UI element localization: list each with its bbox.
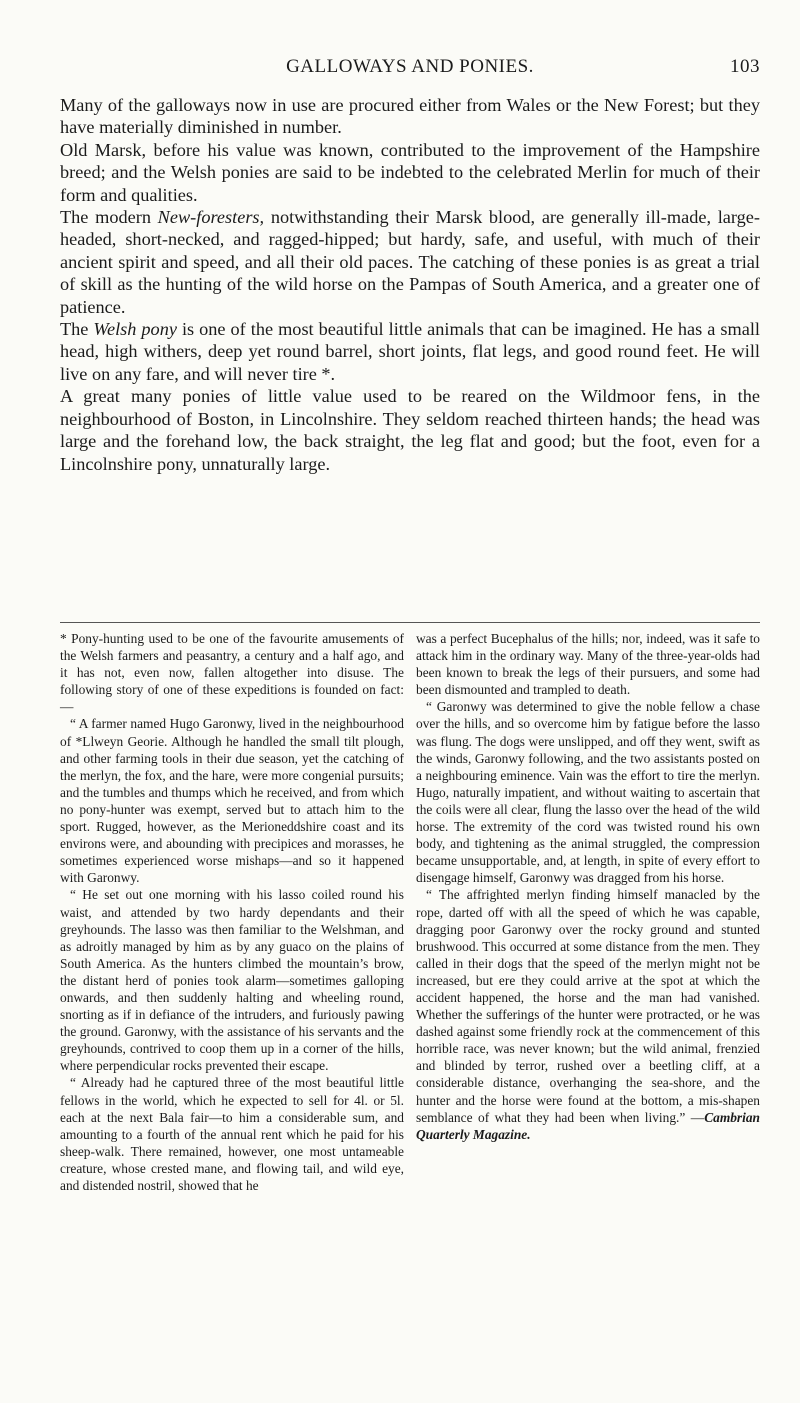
term-welsh-pony: Welsh pony <box>93 319 177 340</box>
footnote-paragraph: “ Already had he captured three of the most beautiful little fellows in the world, which he expected to sell for 4l. or 5l. each at the next Bala fair—to him a considerable sum, and amounting to a fourth of the annual rent which he paid for his sheep-walk. There remained, however, one most untameable creature, whose crested mane, and flowing tail, and wild eye, and distended nostril, showed that he <box>60 1075 404 1193</box>
paragraph-old-marsk: Old Marsk, before his value was known, contributed to the improvement of the Hampshire breed; and the Welsh ponies are said to be indebted to the celebrated Merlin for much of their form and qualities. <box>60 139 760 205</box>
footnote-citation: Cambrian Quarterly Magazine. <box>416 1109 760 1142</box>
main-text <box>60 94 760 475</box>
footnote-column-right <box>416 630 760 1143</box>
footnote-paragraph: “ He set out one morning with his lasso coiled round his waist, and attended by two hardy dependants and their greyhounds. The lasso was then familiar to the Welshman, and as adroitly managed by him as by any guaco on the plains of South America. As the hunters climbed the mountain’s brow, the distant herd of ponies took alarm—sometimes galloping onwards, and then suddenly halting and wheeling round, snorting as if in defiance of the intruders, and furiously pawing the ground. Garonwy, with the assistance of his servants and the greyhounds, contrived to coop them up in a corner of the hills, where perpendicular rocks prevented their escape. <box>60 887 404 1074</box>
term-new-foresters: New-foresters, <box>157 207 265 228</box>
footnote-column-left <box>60 630 404 1194</box>
footnote-divider <box>60 622 760 623</box>
footnote-block <box>60 630 760 1380</box>
page-title: GALLOWAYS AND PONIES. <box>286 56 534 77</box>
page-number: 103 <box>730 56 760 77</box>
footnote-paragraph: “ Garonwy was determined to give the noble fellow a chase over the hills, and so overcome him by fatigue before the lasso was flung. The dogs were unslipped, and off they went, swift as the winds, Garonwy following, and the two assistants posted on a neighbouring eminence. Vain was the effort to tire the merlyn. Hugo, naturally impatient, and without waiting to ascertain that the coils were all clear, flung the lasso over the head of the wild horse. The extremity of the cord was twisted round his own body, and tightening as the animal struggled, the compression became unsupportable, and, at length, in spite of every effort to disengage himself, Garonwy was dragged from his horse. <box>416 699 760 886</box>
footnote-paragraph: “ A farmer named Hugo Garonwy, lived in the neighbourhood of *Llweyn Georie. Although he handled the small tilt plough, and other farming tools in their due season, yet the catching of the merlyn, the fox, and the hare, were more congenial pursuits; and the tumbles and thumps which he received, and from which no pony-hunter was exempt, served but to attach him to the sport. Rugged, however, as the Merioneddshire coast and its environs were, and abounding with precipices and morasses, he sometimes experienced worse mishaps—and so it happened with Garonwy. <box>60 716 404 886</box>
footnote-paragraph: was a perfect Bucephalus of the hills; nor, indeed, was it safe to attack him in the ordinary way. Many of the three-year-olds had been known to break the legs of their pursuers, and some had been dismounted and trampled to death. <box>416 631 760 698</box>
paragraph-galloways: Many of the galloways now in use are procured either from Wales or the New Forest; but they have materially diminished in number. <box>60 95 760 138</box>
paragraph-welsh-pony: The Welsh pony is one of the most beautiful little animals that can be imagined. He has a small head, high withers, deep yet round barrel, short joints, flat legs, and good round feet. He will live on any fare, and will never tire *. <box>60 319 760 384</box>
footnote-paragraph: “ The affrighted merlyn finding himself manacled by the rope, darted off with all the speed of which he was capable, dragging poor Garonwy over the rocky ground and stunted brushwood. This occurred at some distance from the men. They called in their dogs that the speed of the merlyn might not be increased, but ere they could arrive at the spot at which the accident happened, the horse and the man had vanished. Whether the sufferings of the hunter were protracted, or he was dashed against some friendly rock at the commencement of this horrible race, was never known; but the wild animal, frenzied and blinded by terror, rushed over a beetling cliff, at a considerable distance, overhanging the sea-shore, and the hunter and the horse were found at the bottom, a mis-shapen semblance of what they had been when living.” —Cambrian Quarterly Magazine. <box>416 887 760 1142</box>
running-header <box>60 56 760 80</box>
paragraph-wildmoor: A great many ponies of little value used to be reared on the Wildmoor fens, in the neighbourhood of Boston, in Lincolnshire. They seldom reached thirteen hands; the head was large and the forehand low, the back straight, the leg flat and good; but the foot, even for a Lincolnshire pony, unnaturally large. <box>60 386 760 474</box>
paragraph-new-foresters: The modern New-foresters, notwithstanding their Marsk blood, are generally ill-made, large-headed, short-necked, and ragged-hipped; but hardy, safe, and useful, with much of their ancient spirit and speed, and all their old paces. The catching of these ponies is as great a trial of skill as the hunting of the wild horse on the Pampas of South America, and a greater one of patience. <box>60 207 761 317</box>
footnote-paragraph: * Pony-hunting used to be one of the favourite amusements of the Welsh farmers and peasantry, a century and a half ago, and it has not, even now, fallen altogether into disuse. The following story of one of these expeditions is founded on fact:— <box>60 631 404 715</box>
